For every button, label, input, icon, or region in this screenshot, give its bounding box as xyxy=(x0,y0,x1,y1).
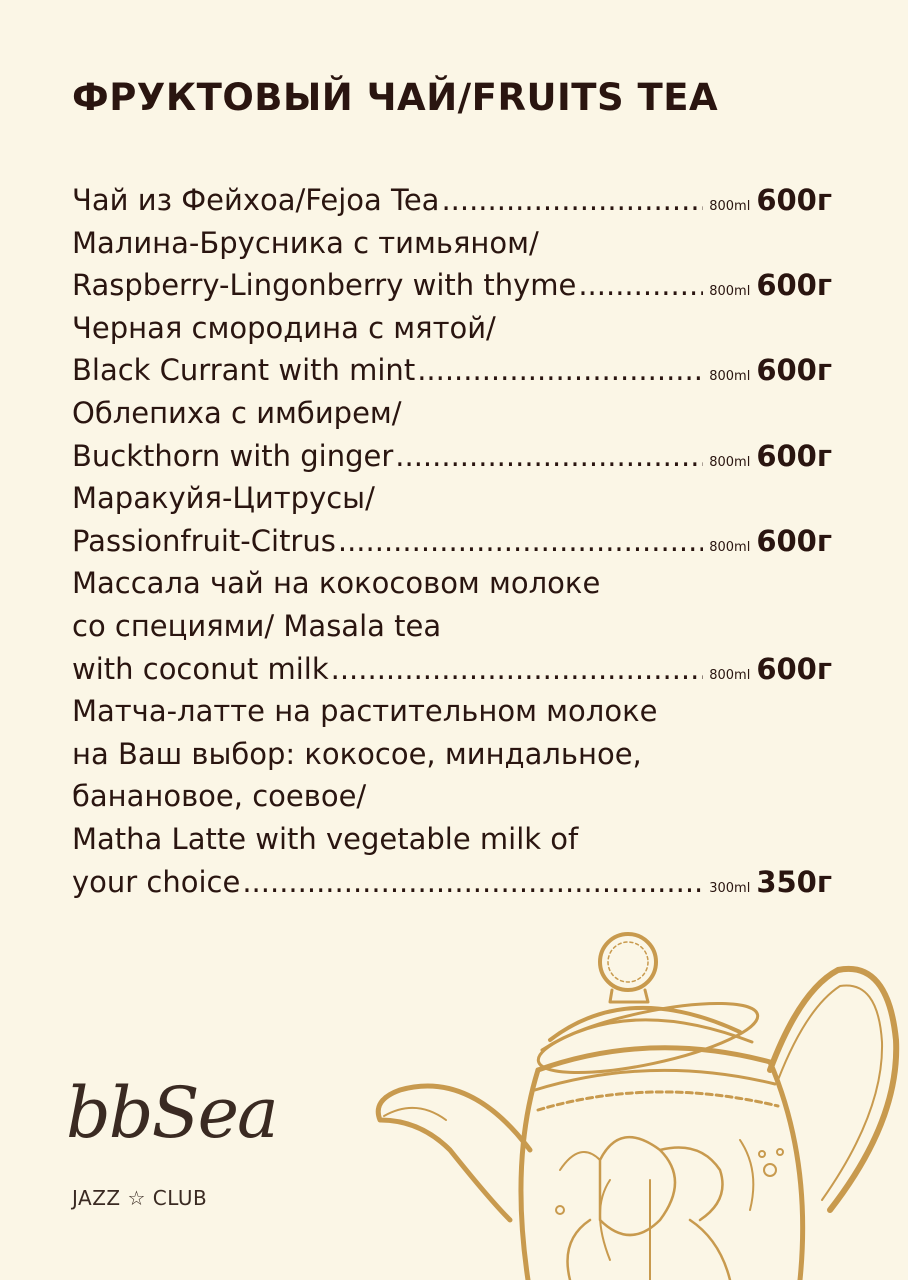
item-volume: 800ml xyxy=(709,454,751,470)
menu-item-line xyxy=(72,648,832,691)
dot-leader xyxy=(242,861,703,904)
menu-list xyxy=(72,179,832,903)
menu-item-line xyxy=(72,349,832,392)
item-name: Маракуйя-Цитрусы/ xyxy=(72,481,375,516)
star-icon: ☆ xyxy=(127,1186,146,1210)
item-name: Buckthorn with ginger xyxy=(72,438,394,473)
item-name: Raspberry-Lingonberry with thyme xyxy=(72,268,577,303)
logo-sub-left: JAZZ xyxy=(72,1186,121,1210)
menu-item-line xyxy=(72,605,832,648)
item-price: 600г xyxy=(756,523,832,558)
logo-wordmark: bbSea xyxy=(66,1072,277,1154)
item-name: Matha Latte with vegetable milk of xyxy=(72,821,579,856)
menu-item-line xyxy=(72,264,832,307)
dot-leader xyxy=(578,264,703,307)
item-volume: 800ml xyxy=(709,199,751,214)
dot-leader xyxy=(441,179,703,222)
item-name: Малина-Брусника с тимьяном/ xyxy=(72,225,539,260)
item-price: 600г xyxy=(756,353,832,388)
item-name: Массала чай на кокосовом молоке xyxy=(72,566,601,601)
menu-item-line xyxy=(72,861,832,904)
menu-item-line xyxy=(72,179,832,222)
item-name: Passionfruit-Citrus xyxy=(72,523,336,558)
item-name: банановое, соевое/ xyxy=(72,779,367,814)
teapot-illustration xyxy=(360,920,908,1280)
item-name: на Ваш выбор: кокосое, миндальное, xyxy=(72,736,642,771)
item-volume: 800ml xyxy=(709,369,751,385)
item-name: со специями/ Masala tea xyxy=(72,608,442,643)
item-volume: 800ml xyxy=(709,284,751,300)
menu-item-line xyxy=(72,818,832,861)
page-title: ФРУКТОВЫЙ ЧАЙ/FRUITS TEA xyxy=(72,76,719,119)
item-price: 600г xyxy=(756,651,832,686)
dot-leader xyxy=(331,648,704,691)
item-price: 350г xyxy=(756,864,832,899)
item-price: 600г xyxy=(756,183,832,217)
menu-item-line xyxy=(72,520,832,563)
logo-subtitle xyxy=(72,1186,207,1210)
menu-item-line xyxy=(72,733,832,776)
club-logo xyxy=(66,1072,277,1218)
item-volume: 800ml xyxy=(709,667,751,683)
item-name: Матча-латте на растительном молоке xyxy=(72,694,658,729)
item-price: 600г xyxy=(756,438,832,473)
menu-item-line xyxy=(72,775,832,818)
dot-leader xyxy=(338,520,703,563)
item-volume: 800ml xyxy=(709,539,751,555)
item-name: your choice xyxy=(72,864,241,899)
dot-leader xyxy=(417,349,703,392)
dot-leader xyxy=(395,435,703,478)
item-volume: 300ml xyxy=(709,880,751,896)
item-name: Black Currant with mint xyxy=(72,353,416,388)
item-name: with coconut milk xyxy=(72,651,329,686)
logo-sub-right: CLUB xyxy=(152,1186,208,1210)
item-name: Чай из Фейхоа/Fejoa Tea xyxy=(72,183,440,217)
item-name: Черная смородина с мятой/ xyxy=(72,310,496,345)
item-price: 600г xyxy=(756,268,832,303)
menu-item-line xyxy=(72,435,832,478)
item-name: Облепиха с имбирем/ xyxy=(72,395,402,430)
